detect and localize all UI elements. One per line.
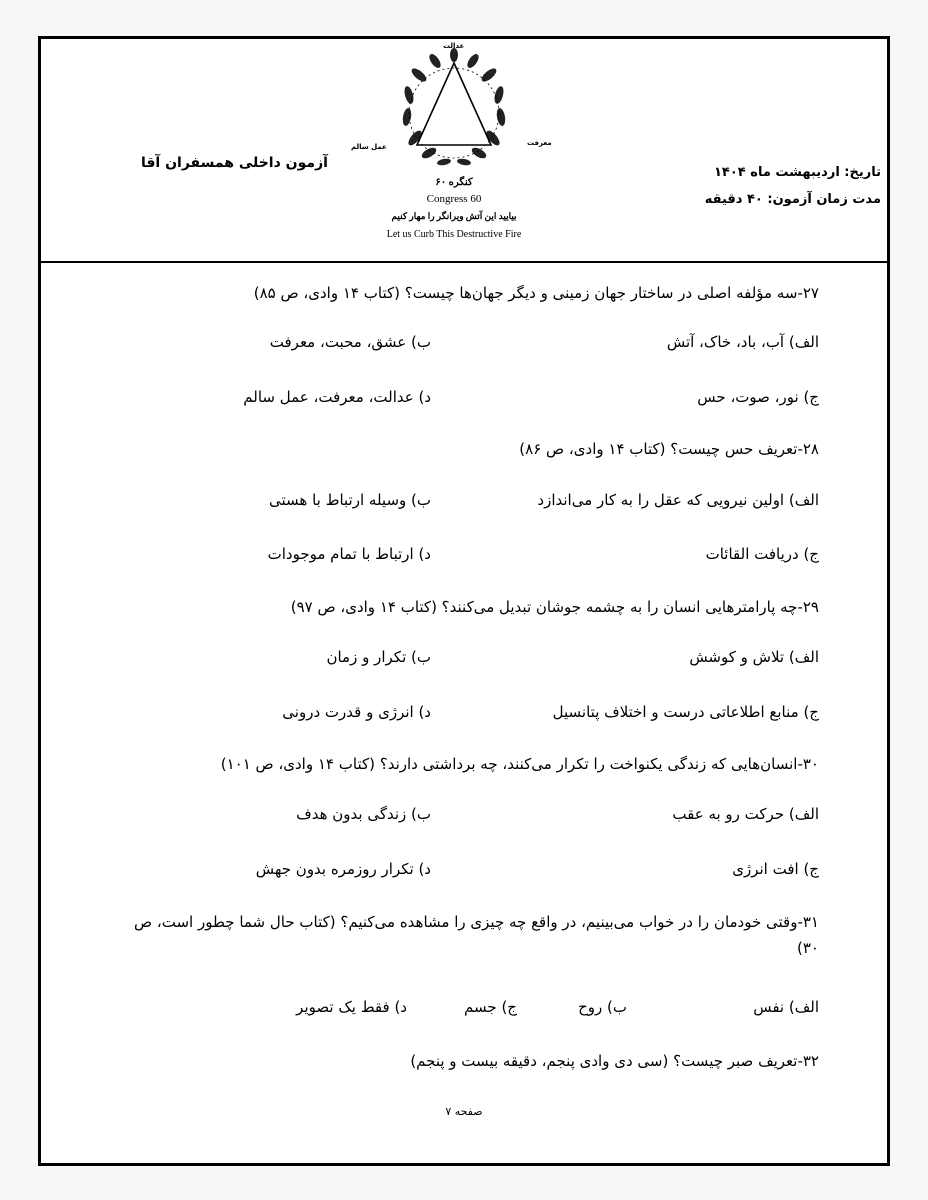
- option-a: الف) تلاش و کوشش: [689, 648, 819, 666]
- option-c: ج) نور، صوت، حس: [697, 388, 819, 406]
- question-29: ۲۹-چه پارامترهایی انسان را به چشمه جوشان تبدیل می‌کنند؟ (کتاب ۱۴ وادی، ص ۹۷): [290, 598, 819, 616]
- option-c: ج) منابع اطلاعاتی درست و اختلاف پتانسیل: [552, 703, 819, 721]
- question-28: ۲۸-تعریف حس چیست؟ (کتاب ۱۴ وادی، ص ۸۶): [519, 440, 819, 458]
- option-b: ب) وسیله ارتباط با هستی: [268, 491, 431, 509]
- logo-label-right: معرفت: [527, 139, 552, 147]
- exam-info: [705, 165, 881, 219]
- option-b: ب) روح: [578, 998, 627, 1016]
- header-divider: [41, 261, 887, 263]
- question-32: ۳۲-تعریف صبر چیست؟ (سی دی وادی پنجم، دقیقه بیست و پنجم): [410, 1052, 819, 1070]
- exam-title: آزمون داخلی همسفران آقا: [141, 155, 328, 171]
- option-d: د) فقط یک تصویر: [296, 998, 407, 1016]
- option-d: د) عدالت، معرفت، عمل سالم: [243, 388, 431, 406]
- laurel-triangle-icon: [397, 45, 511, 175]
- option-a: الف) اولین نیرویی که عقل را به کار می‌اندازد: [537, 491, 819, 509]
- slogan-en: Let us Curb This Destructive Fire: [386, 229, 522, 240]
- exam-header: [41, 39, 887, 263]
- slogan-fa: بیایید این آتش ویرانگر را مهار کنیم: [391, 211, 517, 221]
- page-number: صفحه ۷: [445, 1105, 483, 1118]
- option-d: د) تکرار روزمره بدون جهش: [255, 860, 431, 878]
- option-c: ج) جسم: [464, 998, 517, 1016]
- org-name-fa: کنگره ۶۰: [435, 177, 473, 188]
- question-31: ۳۱-وقتی خودمان را در خواب می‌بینیم، در واقع چه چیزی را مشاهده می‌کنیم؟ (کتاب حال شما چطور است، ص ۳۰): [134, 913, 819, 957]
- exam-duration: مدت زمان آزمون: ۴۰ دقیقه: [704, 192, 881, 207]
- exam-date: تاریخ: اردیبهشت ماه ۱۴۰۴: [714, 165, 881, 180]
- exam-page: [38, 36, 890, 1166]
- logo-label-left: عمل سالم: [351, 143, 387, 151]
- option-c: ج) دریافت القائات: [705, 545, 819, 563]
- option-a: الف) نفس: [753, 998, 819, 1016]
- org-name-en: Congress 60: [426, 193, 482, 205]
- option-a: الف) آب، باد، خاک، آتش: [666, 333, 819, 351]
- option-b: ب) تکرار و زمان: [326, 648, 431, 666]
- option-c: ج) افت انرژی: [732, 860, 819, 878]
- option-b: ب) عشق، محبت، معرفت: [269, 333, 431, 351]
- option-d: د) ارتباط با تمام موجودات: [267, 545, 431, 563]
- logo-label-top: عدالت: [443, 42, 465, 50]
- congress-logo: [351, 42, 552, 255]
- option-d: د) انرژی و قدرت درونی: [282, 703, 431, 721]
- question-27: ۲۷-سه مؤلفه اصلی در ساختار جهان زمینی و دیگر جهان‌ها چیست؟ (کتاب ۱۴ وادی، ص ۸۵): [253, 284, 819, 302]
- option-a: الف) حرکت رو به عقب: [672, 805, 819, 823]
- question-30: ۳۰-انسان‌هایی که زندگی یکنواخت را تکرار می‌کنند، چه برداشتی دارند؟ (کتاب ۱۴ وادی، ص ۱۰۱): [220, 755, 819, 773]
- option-b: ب) زندگی بدون هدف: [296, 805, 431, 823]
